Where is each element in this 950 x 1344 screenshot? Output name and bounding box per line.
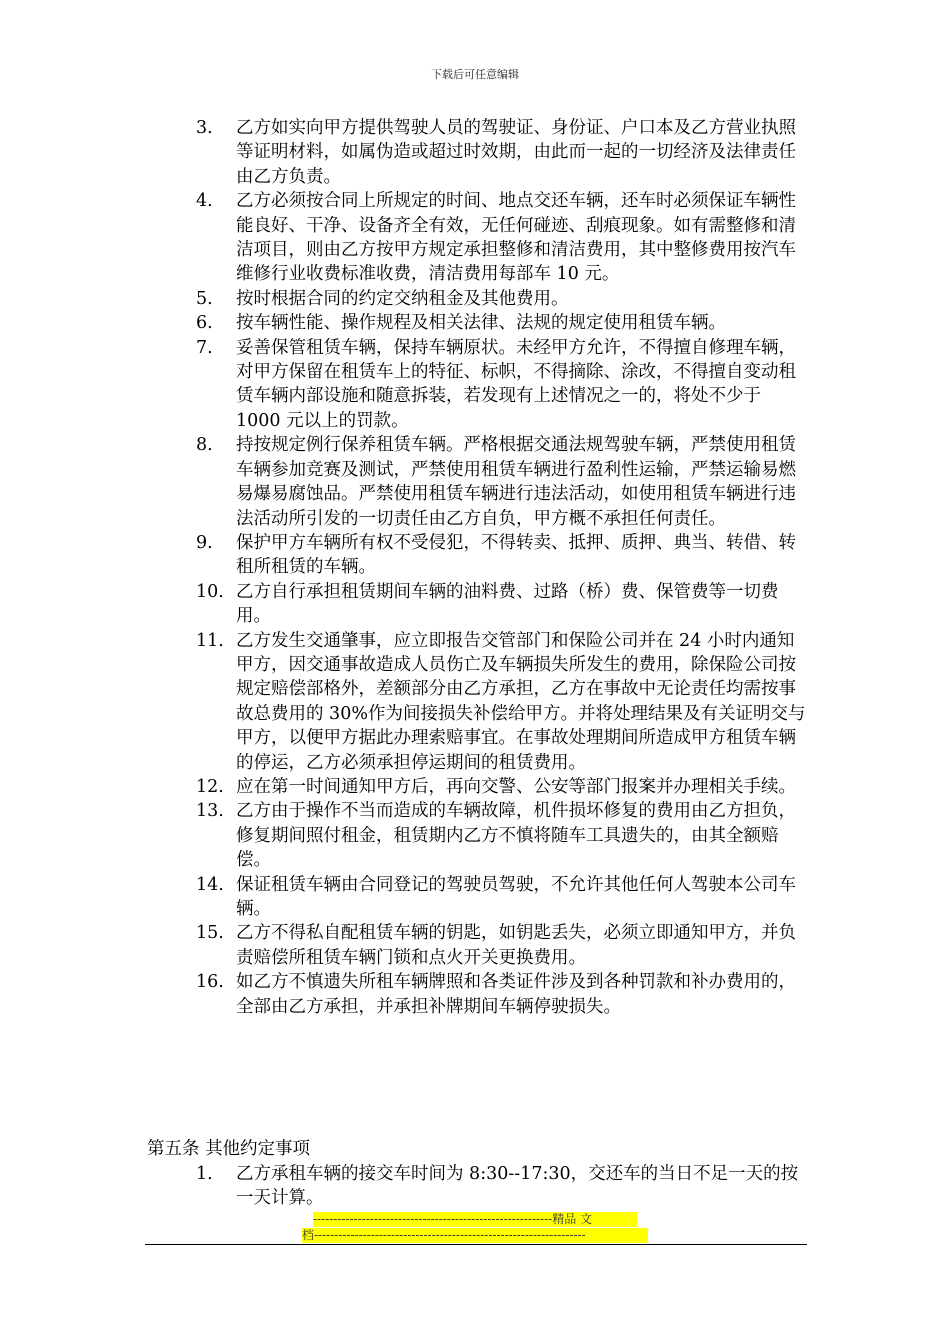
list-item	[196, 531, 806, 580]
item-text: 应在第一时间通知甲方后，再向交警、公安等部门报案并办理相关手续。	[236, 776, 796, 797]
list-item	[196, 116, 806, 189]
list-item	[196, 1162, 806, 1211]
item-text: 保护甲方车辆所有权不受侵犯，不得转卖、抵押、质押、典当、转借、转租所租赁的车辆。	[236, 532, 796, 578]
footer-highlight-line2: 档-------------------------------------------------------------------	[302, 1228, 648, 1243]
item-text: 按时根据合同的约定交纳租金及其他费用。	[236, 288, 569, 309]
item-text: 乙方如实向甲方提供驾驶人员的驾驶证、身份证、户口本及乙方营业执照等证明材料，如属伪造或超过时效期，由此而一起的一切经济及法律责任由乙方负责。	[236, 118, 796, 187]
page-header: 下载后可任意编辑	[431, 68, 519, 81]
footer-highlight-line1: -----------------------------------------------------------精品 文	[313, 1212, 637, 1227]
list-item	[196, 775, 806, 799]
item-text: 乙方由于操作不当而造成的车辆故障，机件损坏修复的费用由乙方担负，修复期间照付租金，租赁期内乙方不慎将随车工具遗失的，由其全额赔偿。	[236, 801, 796, 871]
list-item	[196, 311, 806, 335]
section-five-title: 第五条 其他约定事项	[147, 1139, 311, 1159]
item-number: 5.	[196, 288, 213, 309]
item-text: 乙方发生交通肇事，应立即报告交管部门和保险公司并在 24 小时内通知甲方，因交通事故造成人员伤亡及车辆损失所发生的费用，除保险公司按规定赔偿部格外，差额部分由乙方承担，乙方在事故中无论责任均需按事故总费用的 30%作为间接损失补偿给甲方。并将处理结果及有关证明交与甲方，以便甲方据此办理索赔事宜。在事故处理期间所造成甲方租赁车辆的停运，乙方必须承担停运期间的租赁费用。	[236, 630, 806, 773]
item-number: 13.	[196, 801, 224, 822]
item-number: 11.	[196, 630, 224, 651]
list-item	[196, 799, 806, 872]
item-text: 乙方必须按合同上所规定的时间、地点交还车辆，还车时必须保证车辆性能良好、干净、设备齐全有效，无任何碰迹、刮痕现象。如有需整修和清洁项目，则由乙方按甲方规定承担整修和清洁费用，其中整修费用按汽车维修行业收费标准收费，清洁费用每部车 10 元。	[236, 191, 796, 285]
item-number: 6.	[196, 313, 213, 334]
item-number: 1.	[196, 1164, 213, 1184]
item-text: 乙方承租车辆的接交车时间为 8:30--17:30，交还车的当日不足一天的按一天计算。	[236, 1164, 799, 1209]
item-number: 3.	[196, 118, 213, 138]
item-number: 4.	[196, 191, 213, 212]
list-item	[196, 336, 806, 434]
list-item	[196, 189, 806, 287]
list-item	[196, 287, 806, 311]
footer-rule	[145, 1244, 807, 1245]
item-text: 按车辆性能、操作规程及相关法律、法规的规定使用租赁车辆。	[236, 313, 726, 334]
list-item	[196, 629, 806, 775]
item-text: 如乙方不慎遗失所租车辆牌照和各类证件涉及到各种罚款和补办费用的，全部由乙方承担，并承担补牌期间车辆停驶损失。	[236, 972, 796, 1017]
section-five-list	[196, 1162, 806, 1211]
list-item	[196, 580, 806, 629]
item-number: 15.	[196, 923, 224, 944]
list-item	[196, 921, 806, 970]
list-item	[196, 970, 806, 1019]
list-item	[196, 873, 806, 922]
item-number: 12.	[196, 776, 224, 797]
item-number: 14.	[196, 874, 224, 895]
item-text: 妥善保管租赁车辆，保持车辆原状。未经甲方允许，不得擅自修理车辆，对甲方保留在租赁车上的特征、标帜，不得摘除、涂改，不得擅自变动租赁车辆内部设施和随意拆装，若发现有上述情况之一的，将处不少于 1000 元以上的罚款。	[236, 337, 796, 431]
item-number: 16.	[196, 972, 224, 993]
item-text: 保证租赁车辆由合同登记的驾驶员驾驶，不允许其他任何人驾驶本公司车辆。	[236, 874, 796, 919]
item-number: 8.	[196, 435, 213, 456]
item-number: 10.	[196, 581, 224, 602]
item-text: 乙方自行承担租赁期间车辆的油料费、过路（桥）费、保管费等一切费用。	[236, 581, 779, 627]
item-text: 乙方不得私自配租赁车辆的钥匙，如钥匙丢失，必须立即通知甲方，并负责赔偿所租赁车辆门锁和点火开关更换费用。	[236, 923, 796, 968]
clause-list	[196, 116, 806, 1019]
list-item	[196, 433, 806, 531]
item-number: 9.	[196, 532, 213, 553]
item-text: 持按规定例行保养租赁车辆。严格根据交通法规驾驶车辆，严禁使用租赁车辆参加竞赛及测试，严禁使用租赁车辆进行盈利性运输，严禁运输易燃易爆易腐蚀品。严禁使用租赁车辆进行违法活动，如使用租赁车辆进行违法活动所引发的一切责任由乙方自负，甲方概不承担任何责任。	[236, 435, 796, 529]
item-number: 7.	[196, 337, 213, 358]
